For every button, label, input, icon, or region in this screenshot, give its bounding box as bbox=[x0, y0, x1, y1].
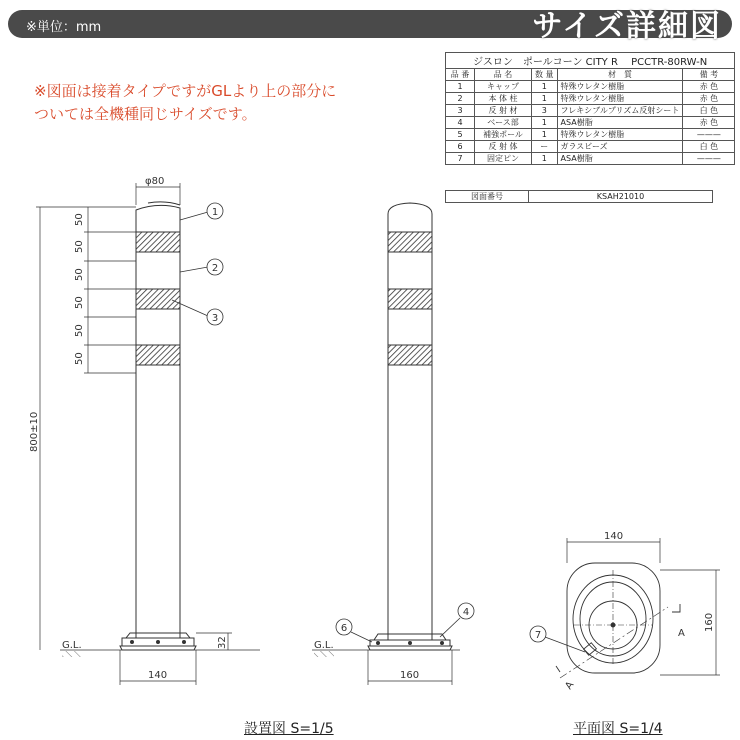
caption-plan: 平面図 S=1/4 bbox=[573, 721, 663, 737]
drawing-number-label: 図面番号 bbox=[446, 191, 529, 203]
reflector-band bbox=[136, 289, 180, 309]
reflector-band bbox=[388, 232, 432, 252]
reflector-band bbox=[136, 232, 180, 252]
cap-line bbox=[148, 202, 180, 205]
post-body bbox=[136, 205, 180, 640]
post-left bbox=[120, 202, 196, 650]
dim-width-160: 160 bbox=[400, 670, 420, 681]
table-row: 3 反 射 材 3 フレキシブルプリズム反射シート 白 色 bbox=[446, 105, 735, 117]
fixing-pin bbox=[584, 643, 597, 656]
base-bottom bbox=[368, 646, 452, 650]
dim-diameter: φ80 bbox=[145, 176, 165, 187]
dim-band: 50 bbox=[74, 268, 85, 281]
gl-label: G.L. bbox=[314, 640, 334, 651]
reflector-band bbox=[136, 345, 180, 365]
left-dimensions bbox=[36, 183, 260, 685]
header-cell: 品 名 bbox=[475, 69, 532, 81]
post-body bbox=[388, 203, 432, 640]
callout-number: 3 bbox=[211, 313, 219, 324]
section-label: A bbox=[563, 679, 577, 692]
table-row: 7 固定ピン 1 ASA樹脂 ——— bbox=[446, 153, 735, 165]
callout-number: 7 bbox=[534, 630, 542, 641]
header-cell: 品 番 bbox=[446, 69, 475, 81]
dim-base-height: 32 bbox=[217, 636, 228, 649]
table-row: 6 反 射 体 ー ガラスビーズ 白 色 bbox=[446, 141, 735, 153]
drawing-number: KSAH21010 bbox=[529, 191, 713, 203]
note-line-1: ※図面は接着タイプですがGLより上の部分に bbox=[34, 82, 337, 100]
dim-height: 800±10 bbox=[29, 411, 40, 452]
table-row: 1 キャップ 1 特殊ウレタン樹脂 赤 色 bbox=[446, 81, 735, 93]
callout-number: 2 bbox=[211, 263, 219, 274]
table-row: 2 本 体 柱 1 特殊ウレタン樹脂 赤 色 bbox=[446, 93, 735, 105]
table-row: 5 補強ポール 1 特殊ウレタン樹脂 ——— bbox=[446, 129, 735, 141]
callouts-middle bbox=[336, 603, 474, 642]
dim-plan-width: 140 bbox=[604, 531, 624, 542]
ground-hatch bbox=[314, 651, 334, 657]
header-cell: 材 質 bbox=[557, 69, 683, 81]
page-title: サイズ詳細図 bbox=[532, 9, 722, 44]
note-line-2: ついては全機種同じサイズです。 bbox=[34, 105, 257, 123]
unit-label: ※単位：mm bbox=[26, 20, 102, 35]
parts-table-title: ジスロン ポールコーン CITY R PCCTR-80RW-N bbox=[446, 53, 735, 69]
dim-plan-height: 160 bbox=[704, 612, 715, 632]
dim-band: 50 bbox=[74, 240, 85, 253]
table-row: 4 ベース部 1 ASA樹脂 赤 色 bbox=[446, 117, 735, 129]
section-arrow bbox=[556, 666, 560, 672]
dim-band: 50 bbox=[74, 296, 85, 309]
middle-dimensions bbox=[312, 650, 460, 685]
header-cell: 数 量 bbox=[532, 69, 558, 81]
section-label: A bbox=[678, 628, 685, 639]
callout-number: 4 bbox=[462, 607, 470, 618]
callout-number: 6 bbox=[340, 623, 348, 634]
reflector-band bbox=[388, 345, 432, 365]
plan-view bbox=[556, 563, 680, 678]
header-cell: 備 考 bbox=[683, 69, 735, 81]
ground-hatch bbox=[62, 651, 82, 657]
post-middle bbox=[368, 203, 452, 650]
dim-band: 50 bbox=[74, 213, 85, 226]
section-arrow bbox=[672, 604, 680, 612]
dim-band: 50 bbox=[74, 324, 85, 337]
callout-number: 1 bbox=[211, 207, 219, 218]
gl-label: G.L. bbox=[62, 640, 82, 651]
band-dims bbox=[74, 213, 85, 365]
reflector-band bbox=[388, 289, 432, 309]
base-bottom bbox=[120, 646, 196, 650]
dim-width-140: 140 bbox=[148, 670, 168, 681]
dim-band: 50 bbox=[74, 352, 85, 365]
base-top bbox=[374, 634, 446, 640]
caption-install: 設置図 S=1/5 bbox=[244, 721, 334, 737]
